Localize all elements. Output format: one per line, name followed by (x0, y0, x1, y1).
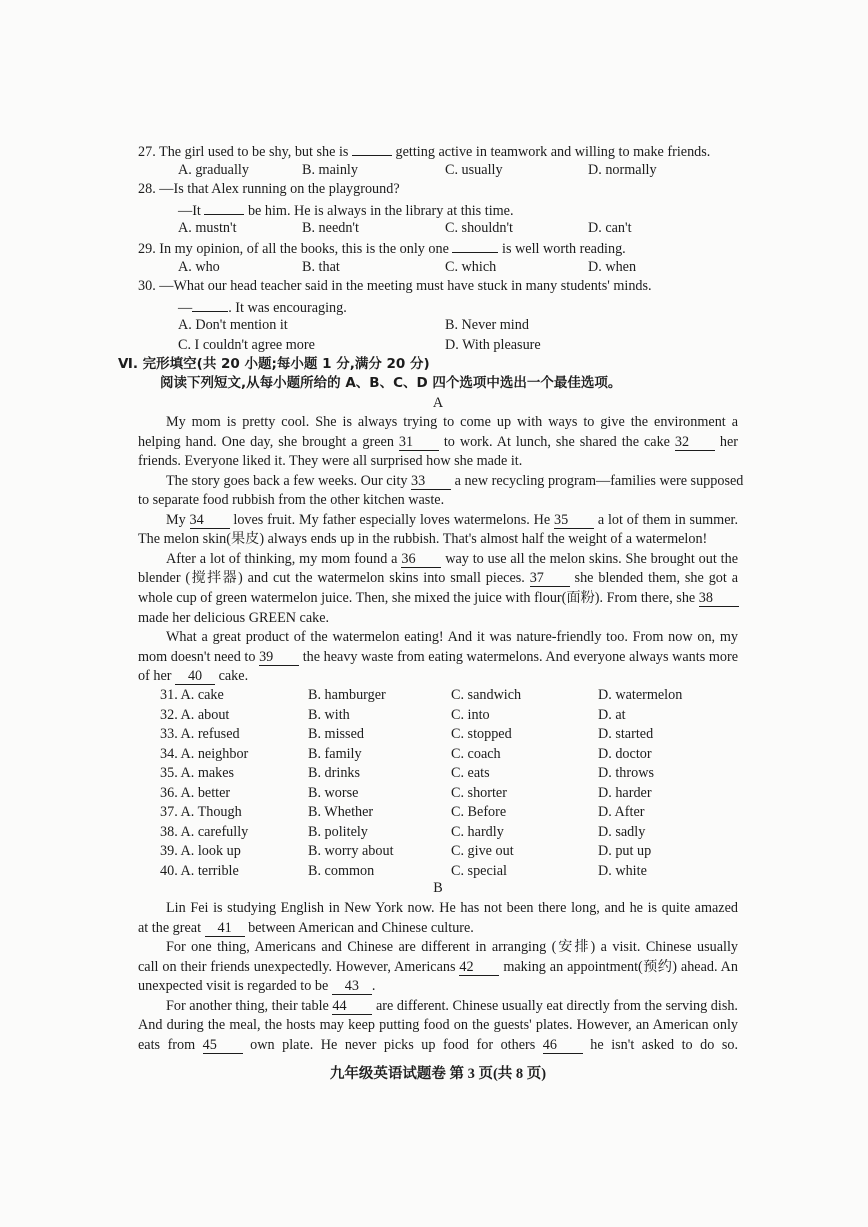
text-segment: What a great product of the watermelon eating! And it was nature-friendly too. From now on, my (166, 629, 738, 646)
q27-option-d: D. normally (588, 162, 657, 178)
choice-option: B. drinks (308, 765, 361, 781)
text-segment: way to use all the melon skins. She brought out the (441, 550, 739, 567)
q30-line2-a: — (178, 300, 193, 316)
text-segment: her (714, 433, 738, 450)
q27-stem-b: getting active in teamwork and willing to make friends. (395, 144, 711, 160)
blank-number: 46 (543, 1037, 583, 1054)
q29-stem-a: 29. In my opinion, of all the books, this is the only one (138, 241, 449, 257)
q28-option-c: C. shouldn't (445, 220, 513, 236)
q29-option-a: A. who (178, 259, 220, 275)
blank-number: 34 (190, 512, 230, 529)
text-segment: of her (138, 668, 176, 685)
choice-option: C. hardly (451, 823, 504, 840)
text-segment: at the great (138, 919, 205, 936)
passage-b-line (138, 919, 738, 939)
q28-line2-b: be him. He is always in the library at this time. (247, 203, 514, 219)
q30-line2-b: . It was encouraging. (228, 300, 347, 316)
choice-option: C. give out (451, 843, 514, 859)
text-segment: loves fruit. My father especially loves watermelons. He (229, 511, 555, 528)
q30-option-b: B. Never mind (445, 317, 529, 333)
choice-option: B. Whether (308, 804, 374, 820)
passage-a-line (138, 609, 738, 629)
text-segment: to separate food rubbish from the other kitchen waste. (138, 492, 445, 509)
text-segment: My mom is pretty cool. She is always trying to come up with ways to give the environment a (166, 414, 738, 430)
choice-option: C. into (451, 706, 490, 723)
blank-number: 42 (459, 959, 499, 976)
text-segment: friends. Everyone liked it. They were all surprised how she made it. (138, 453, 523, 470)
choice-option: B. missed (308, 726, 364, 742)
passage-b-line (138, 1016, 738, 1036)
blank-number: 43 (332, 978, 372, 995)
q28-option-b: B. needn't (302, 220, 359, 236)
passage-a-line (138, 452, 738, 472)
text-segment: And during the meal, the hosts may keep putting food on the guests' plates. However, an American only (138, 1017, 738, 1034)
choice-option: B. politely (308, 823, 368, 840)
blank-number: 45 (203, 1037, 243, 1054)
blank-number: 35 (554, 512, 594, 529)
q27-option-c: C. usually (445, 162, 503, 178)
choice-option: B. hamburger (308, 687, 386, 703)
choice-option: C. sandwich (451, 687, 522, 703)
q27-stem-a: 27. The girl used to be shy, but she is (138, 144, 349, 160)
text-segment: unexpected visit is regarded to be (138, 978, 332, 995)
choice-option: D. sadly (598, 823, 646, 840)
choice-option: 32. A. about (160, 706, 230, 723)
q29-option-c: C. which (445, 259, 497, 275)
text-segment: between American and Chinese culture. (244, 919, 474, 936)
q30-blank (192, 297, 228, 312)
choice-option: C. eats (451, 765, 490, 781)
passage-a-line (138, 433, 738, 453)
passage-a-line (138, 569, 738, 589)
text-segment: blender (搅拌器) and cut the watermelon skins into small pieces. (138, 570, 530, 587)
passage-a-line (166, 550, 738, 570)
text-segment: whole cup of green watermelon juice. Then, she mixed the juice with flour(面粉). From there, she (138, 589, 699, 606)
choice-option: B. worse (308, 784, 359, 801)
choice-option: D. at (598, 706, 626, 723)
passage-b-line (138, 1036, 738, 1056)
q28-option-d: D. can't (588, 220, 632, 236)
choice-option: C. Before (451, 804, 507, 820)
text-segment: to work. At lunch, she shared the cake (438, 433, 675, 450)
choice-option: 34. A. neighbor (160, 745, 249, 762)
text-segment: Lin Fei is studying English in New York now. He has not been there long, and he is quite amazed (166, 900, 738, 916)
text-segment: she blended them, she got a (569, 570, 738, 587)
passage-b-line (166, 997, 738, 1017)
choice-option: D. started (598, 726, 654, 742)
choice-option: C. coach (451, 745, 501, 762)
choice-option: 37. A. Though (160, 804, 242, 820)
q28-blank (204, 200, 244, 215)
text-segment: My (166, 511, 190, 528)
choice-option: 38. A. carefully (160, 823, 249, 840)
choice-option: 39. A. look up (160, 843, 241, 859)
choice-option: B. common (308, 862, 375, 879)
text-segment: The melon skin(果皮) always ends up in the rubbish. That's almost half the weight of a watermelon! (138, 531, 708, 548)
passage-a-line (166, 628, 738, 648)
text-segment: For another thing, their table (166, 997, 333, 1014)
text-segment: eats from (138, 1036, 203, 1053)
q29-stem-b: is well worth reading. (502, 241, 626, 257)
passage-b-line (138, 958, 738, 978)
blank-number: 39 (259, 649, 299, 666)
passage-a-line (138, 530, 738, 550)
text-segment: are different. Chinese usually eat directly from the serving dish. (372, 997, 738, 1014)
q30-stem: 30. —What our head teacher said in the meeting must have stuck in many students' minds. (138, 278, 652, 294)
blank-number: 37 (530, 570, 570, 587)
blank-number: 32 (675, 434, 715, 451)
passage-b-line (166, 899, 738, 919)
q28-option-a: A. mustn't (178, 220, 237, 236)
blank-number: 31 (399, 434, 439, 451)
text-segment: cake. (215, 668, 249, 685)
q29-option-d: D. when (588, 259, 637, 275)
blank-number: 33 (411, 473, 451, 490)
choice-option: D. harder (598, 784, 652, 801)
text-segment: mom doesn't need to (138, 648, 260, 665)
text-segment: For one thing, Americans and Chinese are different in arranging (安排) a visit. Chinese usually (166, 939, 738, 956)
page-footer: 九年级英语试题卷 第 3 页(共 8 页) (329, 1066, 547, 1082)
section-instruction: 阅读下列短文,从每小题所给的 A、B、C、D 四个选项中选出一个最佳选项。 (160, 375, 622, 391)
choice-option: B. family (308, 745, 362, 762)
q30-option-d: D. With pleasure (445, 337, 541, 353)
passage-a-label: A (432, 395, 444, 411)
passage-b-label: B (433, 880, 443, 896)
q30-option-c: C. I couldn't agree more (178, 337, 315, 353)
text-segment: call on their friends unexpectedly. However, Americans (138, 958, 460, 975)
text-segment: he isn't asked to do so. (582, 1036, 738, 1053)
section-title: Ⅵ. 完形填空(共 20 小题;每小题 1 分,满分 20 分) (118, 356, 430, 372)
text-segment: a new recycling program—families were supposed (451, 472, 744, 489)
choice-option: B. worry about (308, 843, 394, 859)
passage-a-line (138, 648, 738, 668)
text-segment: After a lot of thinking, my mom found a (166, 550, 402, 567)
q29-stem (138, 238, 738, 260)
blank-number: 38 (699, 590, 739, 607)
q27-option-b: B. mainly (302, 162, 358, 178)
blank-number: 44 (332, 998, 372, 1015)
choice-option: D. doctor (598, 745, 652, 762)
blank-number: 36 (401, 551, 441, 568)
passage-a-line (138, 491, 738, 511)
q29-blank (452, 238, 498, 253)
choice-option: 33. A. refused (160, 726, 240, 742)
passage-b-line (166, 938, 738, 958)
q28-line2-a: —It (178, 203, 201, 219)
choice-option: D. put up (598, 843, 652, 859)
choice-option: B. with (308, 706, 350, 723)
q27-stem (138, 141, 738, 163)
choice-option: 31. A. cake (160, 687, 224, 703)
choice-option: C. special (451, 862, 507, 879)
choice-option: D. After (598, 804, 645, 820)
q27-option-a: A. gradually (178, 162, 249, 178)
passage-a-line (166, 413, 738, 433)
text-segment: helping hand. One day, she brought a green (138, 433, 399, 450)
q29-option-b: B. that (302, 259, 340, 275)
choice-option: 36. A. better (160, 784, 231, 801)
choice-option: D. white (598, 862, 647, 879)
text-segment: made her delicious GREEN cake. (138, 609, 330, 626)
text-segment: . (371, 978, 376, 995)
passage-a-line (166, 511, 738, 531)
choice-option: 40. A. terrible (160, 862, 239, 879)
blank-number: 41 (205, 920, 245, 937)
q28-stem: 28. —Is that Alex running on the playground? (138, 181, 400, 197)
text-segment: a lot of them in summer. (594, 511, 738, 528)
q27-blank (352, 141, 392, 156)
choice-option: C. shorter (451, 784, 507, 801)
text-segment: making an appointment(预约) ahead. An (499, 958, 738, 975)
text-segment: the heavy waste from eating watermelons. And everyone always wants more (299, 648, 738, 665)
choice-option: D. throws (598, 765, 654, 781)
passage-a-line (138, 589, 738, 609)
text-segment: own plate. He never picks up food for others (242, 1036, 543, 1053)
passage-b-line (138, 977, 738, 997)
choice-option: D. watermelon (598, 687, 683, 703)
text-segment: The story goes back a few weeks. Our city (166, 472, 412, 489)
q30-option-a: A. Don't mention it (178, 317, 288, 333)
choice-option: C. stopped (451, 726, 512, 742)
blank-number: 40 (175, 668, 215, 685)
choice-option: 35. A. makes (160, 765, 235, 781)
passage-a-line (138, 667, 738, 687)
passage-a-line (166, 472, 744, 492)
